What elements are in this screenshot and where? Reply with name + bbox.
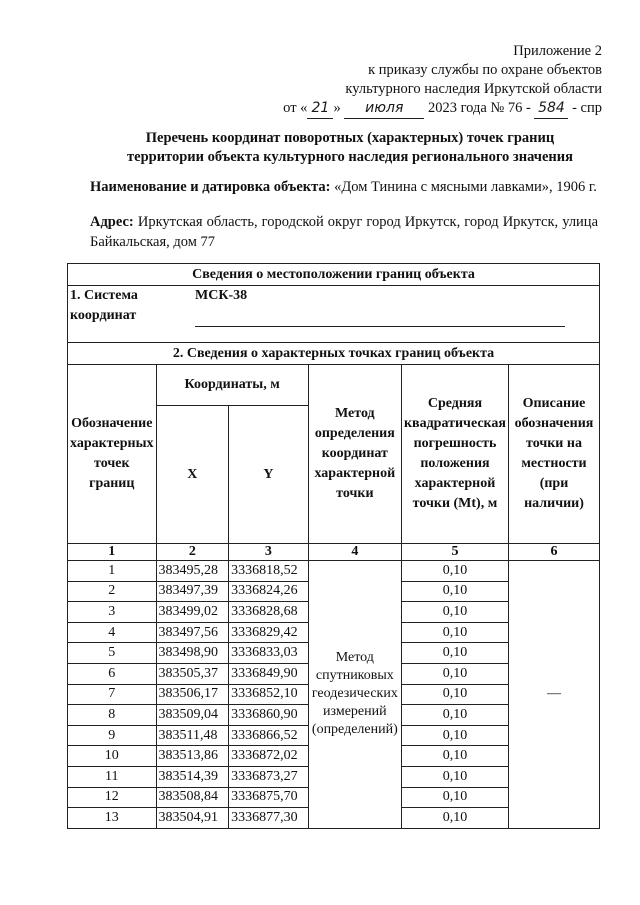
point-number: 6 [68,663,157,684]
point-x: 383497,39 [156,581,229,602]
system-value: МСК-38 [195,288,248,303]
point-number: 2 [68,581,157,602]
col-designation: Обозначение характерных точек границ [68,365,157,544]
point-y: 3336875,70 [229,787,309,808]
doc-number: 584 [534,99,568,119]
point-y: 3336833,03 [229,643,309,664]
point-x: 383511,48 [156,725,229,746]
point-y: 3336829,42 [229,622,309,643]
point-x: 383506,17 [156,684,229,705]
system-value-block [195,286,565,327]
object-name-value: «Дом Тинина с мясными лавками», 1906 г. [334,179,597,195]
point-x: 383504,91 [156,808,229,829]
point-number: 11 [68,766,157,787]
point-x: 383513,86 [156,746,229,767]
point-number: 9 [68,725,157,746]
point-y: 3336877,30 [229,808,309,829]
col-number: 2 [156,544,229,561]
point-x: 383497,56 [156,622,229,643]
point-number: 1 [68,561,157,582]
point-y: 3336824,26 [229,581,309,602]
year-text: 2023 года № 76 - [427,100,531,116]
point-y: 3336828,68 [229,602,309,623]
doc-suffix: - спр [572,100,602,116]
col-description: Описание обозначения точки на местности (при наличии) [508,365,599,544]
method-cell: Метод спутниковых геодезических измерений (определений) [308,561,401,829]
point-error: 0,10 [401,643,508,664]
point-x: 383505,37 [156,663,229,684]
column-numbers-row [68,544,600,561]
point-number: 12 [68,787,157,808]
point-y: 3336872,02 [229,746,309,767]
point-number: 5 [68,643,157,664]
appendix-date-line [283,99,602,119]
point-number: 4 [68,622,157,643]
date-day: 21 [307,99,333,119]
object-address [90,212,598,252]
point-error: 0,10 [401,808,508,829]
date-prefix: от « [283,100,308,116]
point-x: 383509,04 [156,705,229,726]
point-number: 8 [68,705,157,726]
point-y: 3336866,52 [229,725,309,746]
section1-title: Сведения о местоположении границ объекта [68,264,600,286]
point-error: 0,10 [401,602,508,623]
point-error: 0,10 [401,581,508,602]
point-y: 3336818,52 [229,561,309,582]
col-method: Метод определения координат характерной точки [308,365,401,544]
appendix-line3: культурного наследия Иркутской области [345,81,602,97]
section2-title: 2. Сведения о характерных точках границ объекта [68,343,600,365]
point-number: 10 [68,746,157,767]
point-number: 7 [68,684,157,705]
appendix-line2: к приказу службы по охране объектов [368,62,602,78]
object-address-label: Адрес: [90,214,134,230]
col-x: X [156,406,229,544]
appendix-line1: Приложение 2 [513,43,602,59]
point-error: 0,10 [401,622,508,643]
point-x: 383514,39 [156,766,229,787]
object-address-value: Иркутская область, городской округ город Иркутск, город Иркутск, улица Байкальская, дом 77 [90,214,599,250]
document-title [70,129,630,167]
col-coords: Координаты, м [156,365,308,406]
col-error: Средняя квадратическая погрешность положения характерной точки (Mt), м [401,365,508,544]
col-number: 3 [229,544,309,561]
description-cell: — [508,561,599,829]
coordinates-table [67,263,600,829]
point-error: 0,10 [401,746,508,767]
point-y: 3336860,90 [229,705,309,726]
col-number: 4 [308,544,401,561]
system-underline [195,325,565,327]
object-name-label: Наименование и датировка объекта: [90,179,331,195]
point-x: 383498,90 [156,643,229,664]
date-month: июля [344,99,424,119]
point-x: 383508,84 [156,787,229,808]
appendix-header [283,42,602,119]
point-x: 383495,28 [156,561,229,582]
col-number: 5 [401,544,508,561]
point-number: 13 [68,808,157,829]
point-y: 3336849,90 [229,663,309,684]
date-mid: » [333,100,341,116]
point-x: 383499,02 [156,602,229,623]
point-error: 0,10 [401,684,508,705]
col-number: 6 [508,544,599,561]
point-y: 3336852,10 [229,684,309,705]
point-error: 0,10 [401,725,508,746]
point-error: 0,10 [401,766,508,787]
system-label: 1. Система координат [70,288,138,323]
coordinate-system-row [68,286,600,343]
title-line1: Перечень координат поворотных (характерных) точек границ [145,130,555,146]
table-row [68,561,600,582]
col-number: 1 [68,544,157,561]
point-number: 3 [68,602,157,623]
point-error: 0,10 [401,561,508,582]
title-line2: территории объекта культурного наследия регионального значения [127,149,573,165]
point-error: 0,10 [401,705,508,726]
col-y: Y [229,406,309,544]
point-y: 3336873,27 [229,766,309,787]
object-name [90,177,598,197]
point-error: 0,10 [401,663,508,684]
point-error: 0,10 [401,787,508,808]
